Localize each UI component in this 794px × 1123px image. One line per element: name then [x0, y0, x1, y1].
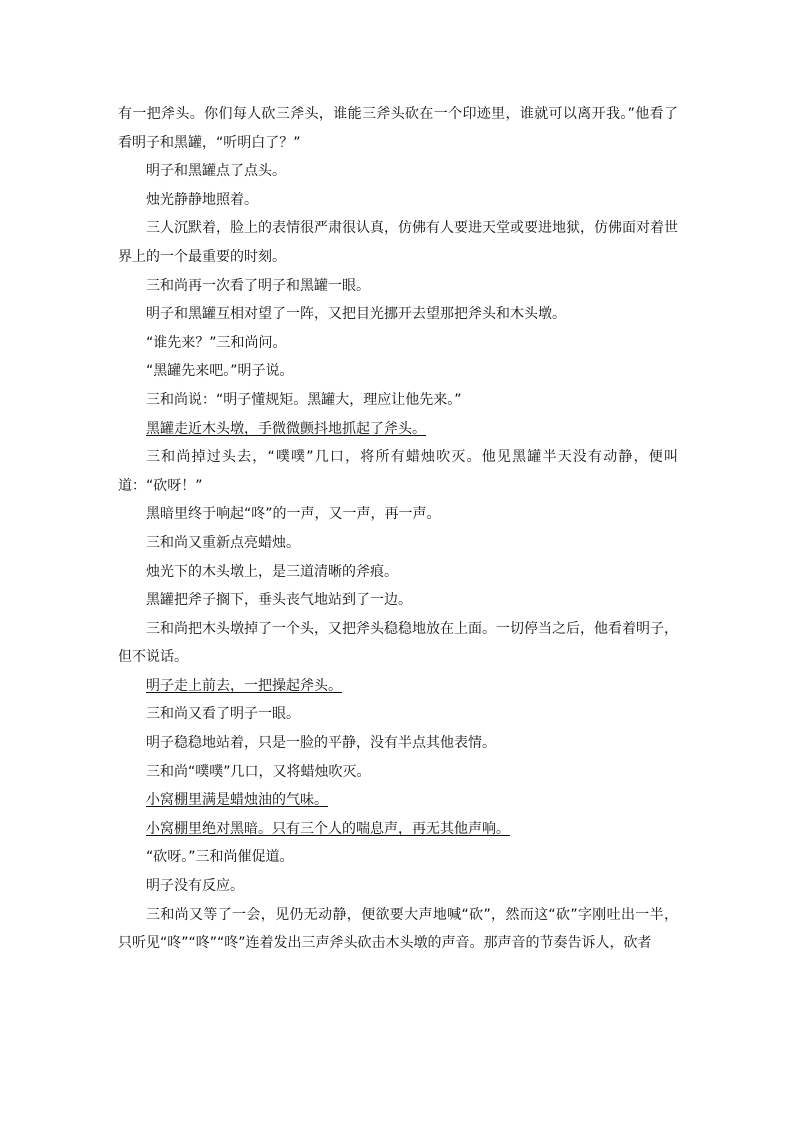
paragraph: 三和尚又看了明子一眼。	[146, 706, 300, 723]
paragraph: 烛光静静地照着。	[146, 191, 258, 208]
paragraph: 三和尚又等了一会，见仍无动静，便欲要大声地喊“砍”，然而这“砍”字刚吐出一半，只听见“咚”“咚”“咚”连着发出三声斧头砍击木头墩的声音。那声音的节奏告诉人，砍者	[118, 906, 678, 952]
paragraph: 明子和黑罐互相对望了一阵，又把目光挪开去望那把斧头和木头墩。	[146, 306, 566, 323]
paragraph: “黑罐先来吧。”明子说。	[146, 363, 294, 380]
paragraph: 三人沉默着，脸上的表情很严肃很认真，仿佛有人要进天堂或要进地狱，仿佛面对着世界上的一个最重要的时刻。	[118, 220, 678, 265]
underlined-sentence: 小窝棚里绝对黑暗。只有三个人的喘息声，再无其他声响。	[146, 820, 510, 837]
paragraph: 三和尚又重新点亮蜡烛。	[146, 534, 300, 551]
underlined-paragraph	[118, 786, 678, 815]
paragraph: 三和尚再一次看了明子和黑罐一眼。	[146, 277, 370, 294]
paragraph: “谁先来？”三和尚问。	[146, 334, 287, 351]
underlined-paragraph	[118, 672, 678, 701]
paragraph: 黑罐把斧子搁下，垂头丧气地站到了一边。	[146, 592, 412, 609]
paragraph: 黑暗里终于响起“咚”的一声，又一声，再一声。	[146, 506, 441, 523]
underlined-sentence: 小窝棚里满是蜡烛油的气味。	[146, 792, 328, 809]
underlined-paragraph	[118, 415, 678, 444]
paragraph: “砍呀。”三和尚催促道。	[146, 849, 294, 866]
underlined-paragraph	[118, 815, 678, 844]
paragraph: 烛光下的木头墩上，是三道清晰的斧痕。	[146, 563, 398, 580]
paragraph: 有一把斧头。你们每人砍三斧头，谁能三斧头砍在一个印迹里，谁就可以离开我。”他看了看明子和黑罐，“听明白了？”	[118, 106, 678, 151]
paragraph: 三和尚把木头墩掉了一个头，又把斧头稳稳地放在上面。一切停当之后，他看着明子，但不说话。	[118, 620, 678, 666]
paragraph: 明子稳稳地站着，只是一脸的平静，没有半点其他表情。	[146, 735, 496, 752]
body-text	[118, 100, 678, 958]
underlined-sentence: 明子走上前去，一把操起斧头。	[146, 677, 342, 694]
paragraph: 三和尚说：“明子懂规矩。黑罐大，理应让他先来。”	[146, 391, 462, 408]
paragraph: 明子没有反应。	[146, 878, 244, 895]
paragraph: 三和尚“噗噗”几口，又将蜡烛吹灭。	[146, 763, 371, 780]
paragraph: 明子和黑罐点了点头。	[146, 163, 286, 180]
underlined-sentence: 黑罐走近木头墩，手微微颤抖地抓起了斧头。	[146, 420, 426, 437]
paragraph: 三和尚掉过头去，“噗噗”几口，将所有蜡烛吹灭。他见黑罐半天没有动静，便叫道：“砍呀！”	[118, 449, 678, 494]
